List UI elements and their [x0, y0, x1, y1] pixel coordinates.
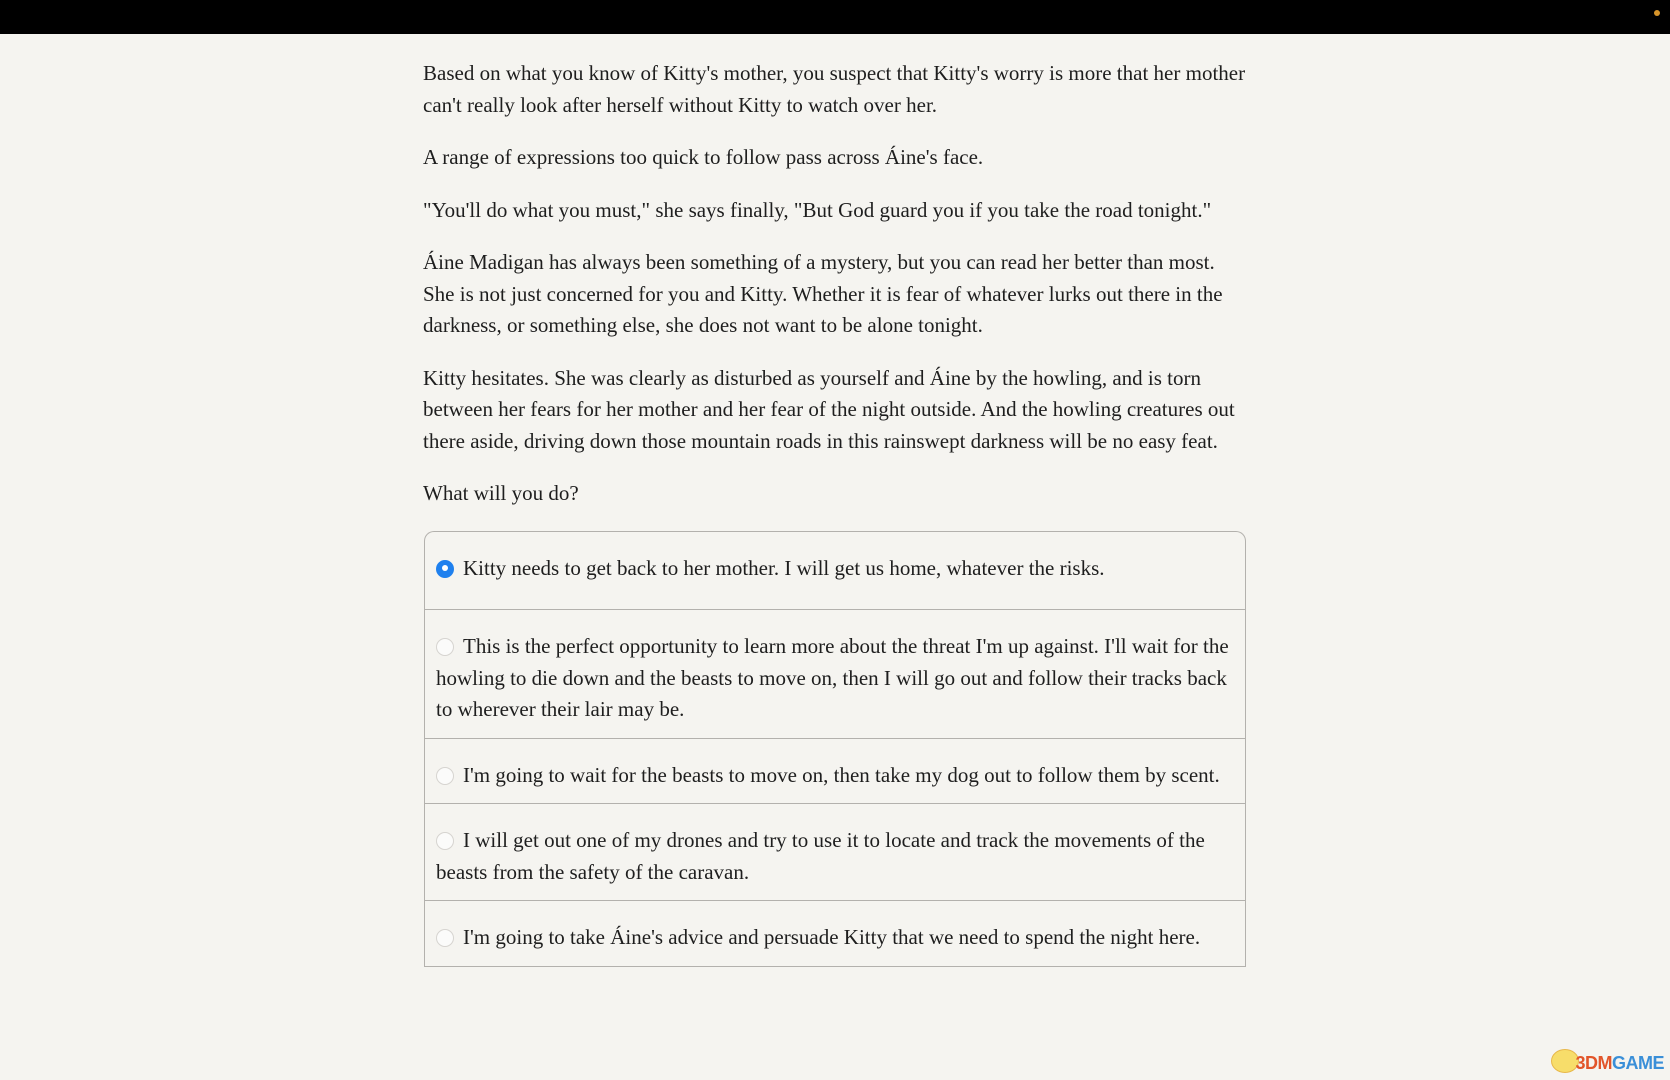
choice-label: I will get out one of my drones and try to use it to locate and track the movements of the beasts from the safety of the caravan. [436, 828, 1205, 884]
choice-label: I'm going to take Áine's advice and persuade Kitty that we need to spend the night here. [463, 925, 1201, 949]
radio-unselected-icon[interactable] [436, 767, 454, 785]
story-paragraph: "You'll do what you must," she says finally, "But God guard you if you take the road tonight." [423, 197, 1212, 222]
radio-unselected-icon[interactable] [436, 832, 454, 850]
status-indicator-icon [1654, 10, 1660, 16]
choice-option-4[interactable] [425, 804, 1245, 901]
choice-option-1[interactable] [425, 532, 1245, 611]
story-content [423, 58, 1249, 967]
story-paragraph: Kitty hesitates. She was clearly as disturbed as yourself and Áine by the howling, and is torn between her fears for her mother and her fear of the night outside. And the howling creatures out there aside, driving down those mountain roads in this rainswept darkness will be no easy feat. [423, 365, 1235, 453]
choice-label: This is the perfect opportunity to learn more about the threat I'm up against. I'll wait for the howling to die down and the beasts to move on, then I will go out and follow their tracks back to wherever their lair may be. [436, 634, 1229, 721]
choice-label: Kitty needs to get back to her mother. I will get us home, whatever the risks. [463, 555, 1105, 580]
watermark-logo: 3DMGAME [1551, 1049, 1664, 1074]
choice-option-5[interactable] [425, 901, 1245, 967]
choice-option-3[interactable] [425, 739, 1245, 805]
choice-label: I'm going to wait for the beasts to move on, then take my dog out to follow them by scent. [463, 762, 1220, 787]
story-paragraph: Áine Madigan has always been something of a mystery, but you can read her better than most. She is not just concerned for you and Kitty. Whether it is fear of whatever lurks out there in the darkness, or something else, she does not want to be alone tonight. [423, 250, 1223, 337]
radio-unselected-icon[interactable] [436, 638, 454, 656]
story-paragraph: A range of expressions too quick to follow pass across Áine's face. [423, 145, 984, 169]
choice-option-2[interactable] [425, 610, 1245, 739]
story-paragraph: Based on what you know of Kitty's mother, you suspect that Kitty's worry is more that her mother can't really look after herself without Kitty to watch over her. [423, 61, 1246, 117]
radio-selected-icon[interactable] [436, 560, 454, 578]
top-bar [0, 0, 1670, 34]
radio-unselected-icon[interactable] [436, 929, 454, 947]
choice-prompt: What will you do? [423, 481, 579, 505]
choice-list [424, 531, 1246, 967]
